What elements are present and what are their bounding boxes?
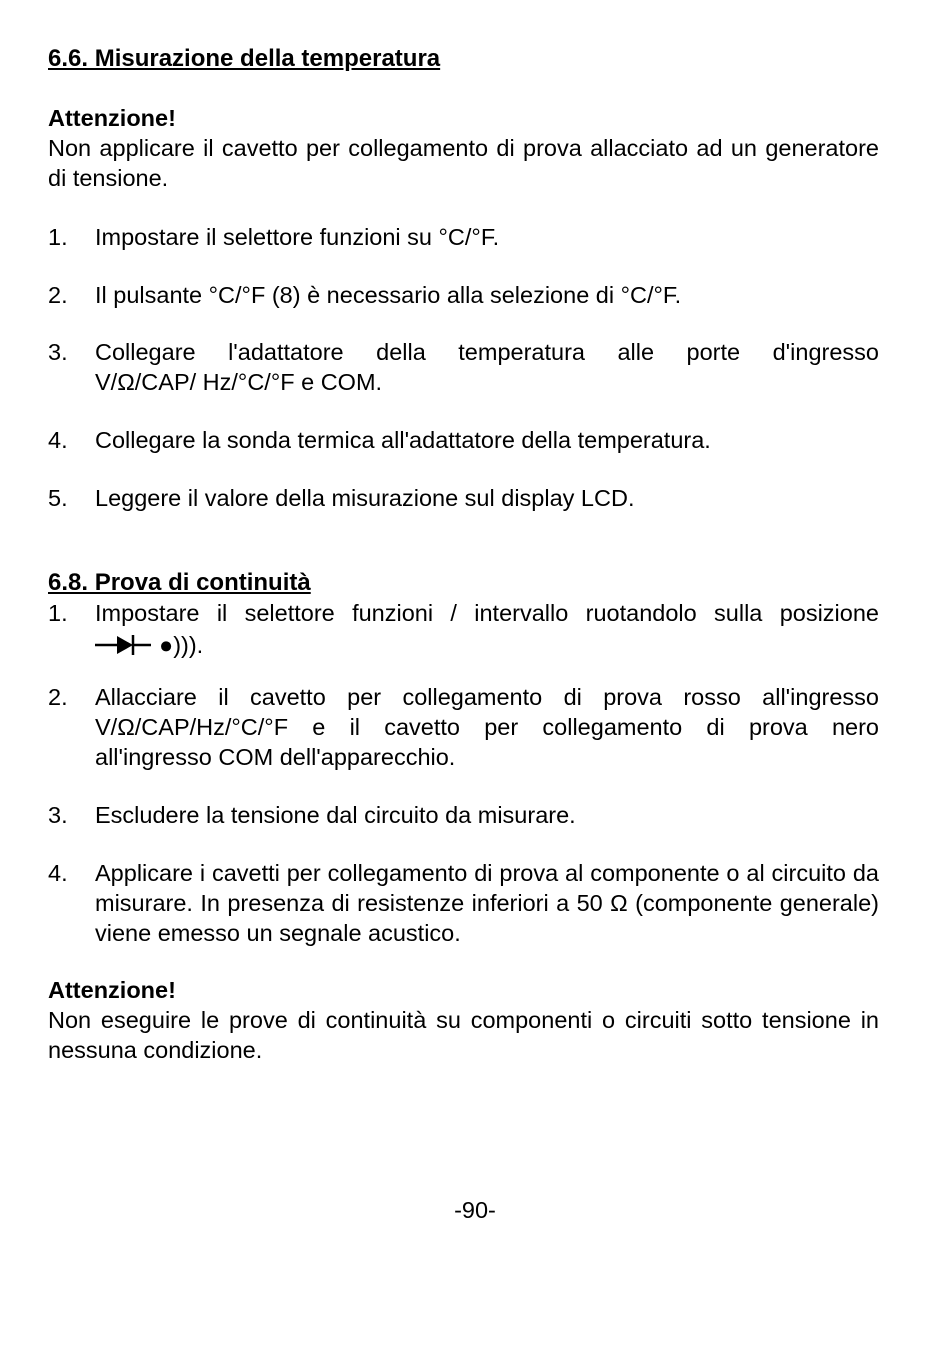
list-number: 4. <box>48 860 68 886</box>
continuity-symbol: ●))). <box>159 632 204 658</box>
document-page <box>48 44 879 1065</box>
list-text-line: V/Ω/CAP/ Hz/°C/°F e COM. <box>95 369 383 395</box>
list-item <box>48 682 879 772</box>
list-text: Il pulsante °C/°F (8) è necessario alla selezione di °C/°F. <box>95 282 682 308</box>
list-number: 1. <box>48 600 68 626</box>
warning-text: Non eseguire le prove di continuità su componenti o circuiti sotto tensione in nessuna condizione. <box>48 1007 879 1063</box>
list-text: Applicare i cavetti per collegamento di prova al componente o al circuito da misurare. In presenza di resistenze inferiori a 50 Ω (componente generale) viene emesso un segnale acustico. <box>95 860 879 946</box>
list-text-line: Collegare l'adattatore della temperatura alle porte d'ingresso <box>95 339 879 365</box>
list-text-line: V/Ω/CAP/Hz/°C/°F e il cavetto per collegamento di prova nero <box>95 714 879 740</box>
list-text <box>95 598 879 664</box>
warning-title: Attenzione! <box>48 105 176 131</box>
list-number: 1. <box>48 224 68 250</box>
list-item <box>48 858 879 948</box>
list-text: Impostare il selettore funzioni su °C/°F. <box>95 224 500 250</box>
list-item <box>48 280 879 310</box>
list-text: Collegare la sonda termica all'adattatore della temperatura. <box>95 427 711 453</box>
list-text: Leggere il valore della misurazione sul display LCD. <box>95 485 635 511</box>
list-text: Escludere la tensione dal circuito da misurare. <box>95 802 576 828</box>
list-item <box>48 483 879 513</box>
list-text-line: Allacciare il cavetto per collegamento di prova rosso all'ingresso <box>95 684 879 710</box>
diode-icon <box>95 634 151 656</box>
list-text-line: Impostare il selettore funzioni / intervallo ruotandolo sulla posizione <box>95 600 879 626</box>
list-text <box>95 337 879 397</box>
list-number: 2. <box>48 282 68 308</box>
list-text-line: all'ingresso COM dell'apparecchio. <box>95 744 456 770</box>
list-number: 3. <box>48 339 68 365</box>
section-title-temperature: 6.6. Misurazione della temperatura <box>48 45 441 72</box>
list-number: 5. <box>48 485 68 511</box>
section-title-continuity: 6.8. Prova di continuità <box>48 569 311 596</box>
list-item <box>48 222 879 252</box>
list-item <box>48 598 879 664</box>
list-number: 3. <box>48 802 68 828</box>
page-number: -90- <box>454 1197 496 1223</box>
diode-symbol-line <box>95 626 879 664</box>
list-number: 4. <box>48 427 68 453</box>
list-text <box>95 682 879 772</box>
list-number: 2. <box>48 684 68 710</box>
list-item <box>48 337 879 397</box>
warning-text: Non applicare il cavetto per collegamento di prova allacciato ad un generatore di tensione. <box>48 135 879 191</box>
warning-title: Attenzione! <box>48 977 176 1003</box>
list-item <box>48 800 879 830</box>
list-item <box>48 425 879 455</box>
